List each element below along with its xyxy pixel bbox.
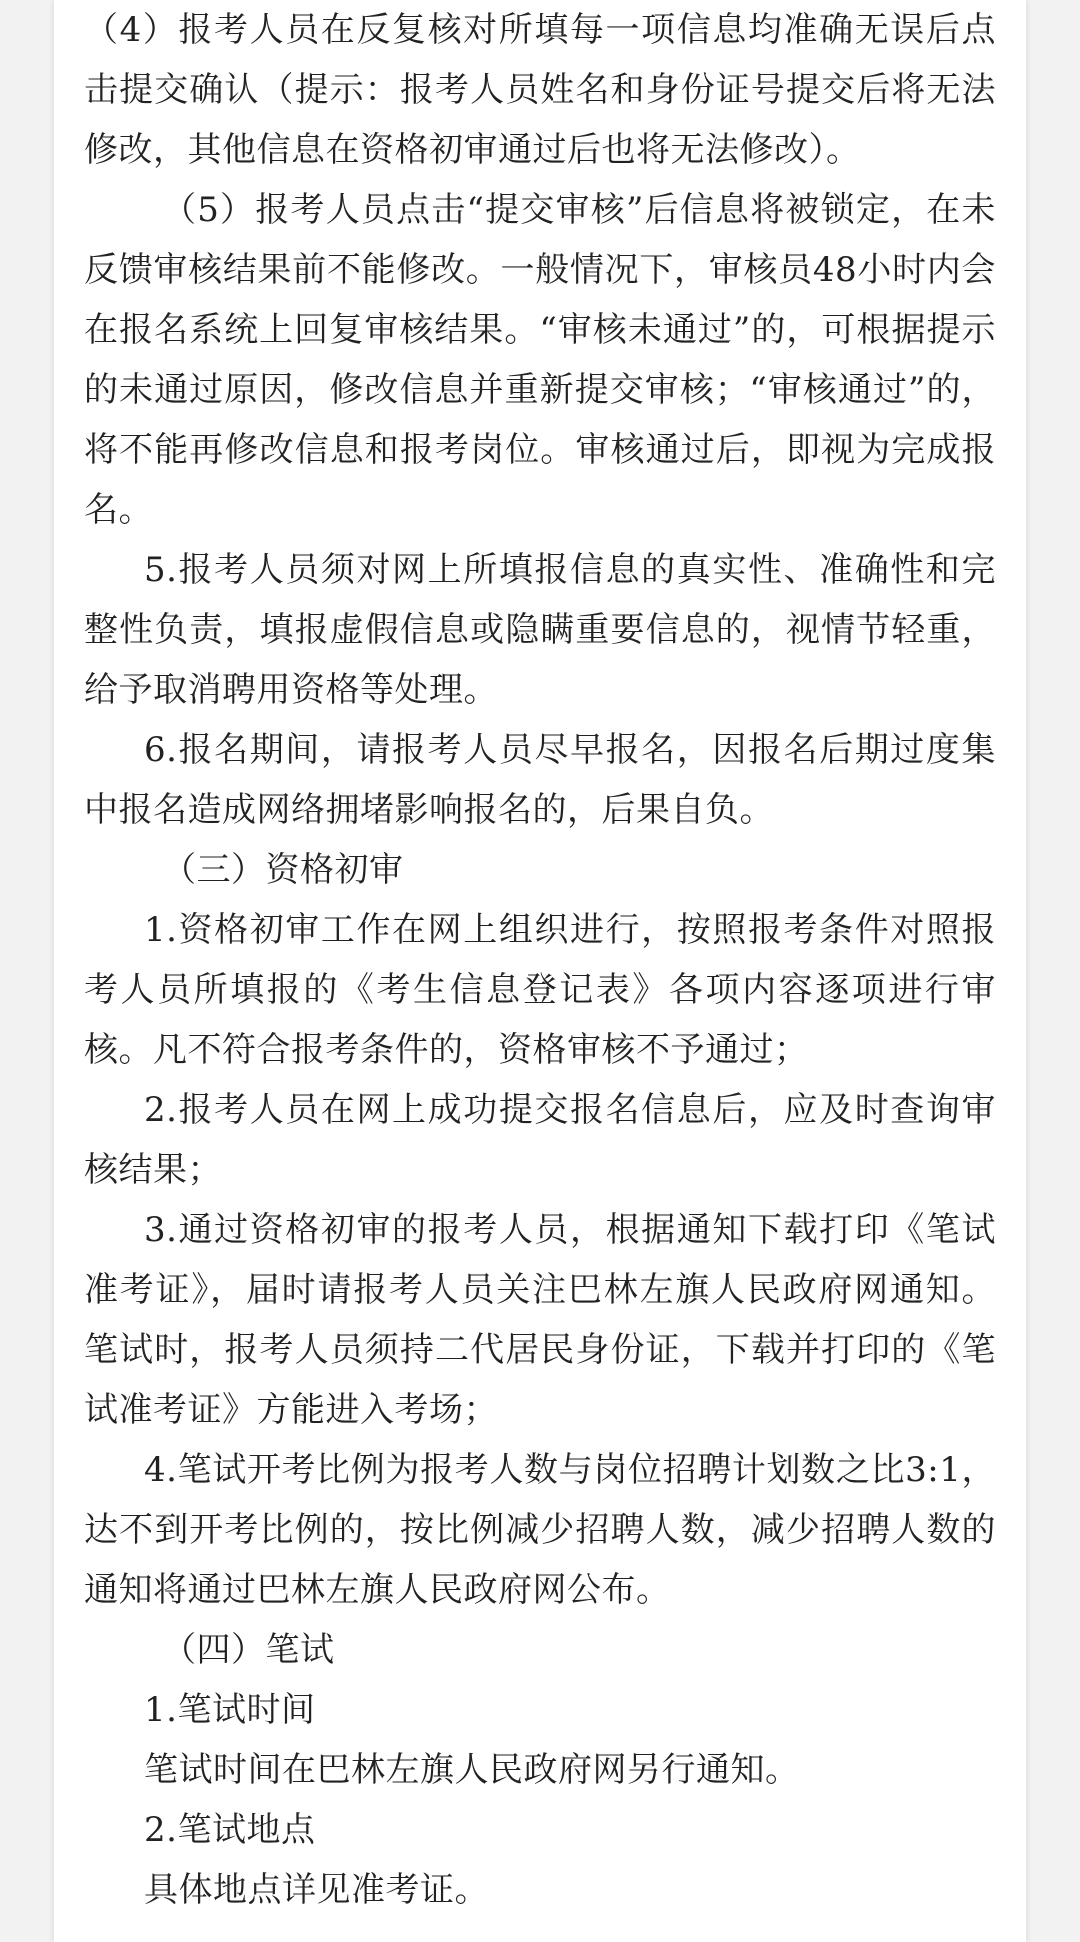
paragraph-exam-time: 笔试时间在巴林左旗人民政府网另行通知。 [144,1750,800,1790]
paragraph-5-review: （5）报考人员点击“提交审核”后信息将被锁定，在未反馈审核结果前不能修改。一般情况下，审核员48小时内会在报名系统上回复审核结果。“审核未通过”的，可根据提示的未通过原因，修改信息并重新提交审核；“审核通过”的，将不能再修改信息和报考岗位。审核通过后，即视为完成报名。 [84,190,996,530]
paragraph-qualification-2: 2.报考人员在网上成功提交报名信息后，应及时查询审核结果； [84,1090,996,1190]
paragraph-exam-location: 具体地点详见准考证。 [144,1870,489,1910]
subheading-exam-time: 1.笔试时间 [144,1690,316,1730]
section-heading-written-exam: （四）笔试 [162,1630,335,1670]
paragraph-qualification-3: 3.通过资格初审的报考人员，根据通知下载打印《笔试准考证》，届时请报考人员关注巴林左旗人民政府网通知。笔试时，报考人员须持二代居民身份证，下载并打印的《笔试准考证》方能进入考场； [84,1210,996,1430]
paragraph-qualification-4: 4.笔试开考比例为报考人数与岗位招聘计划数之比3:1，达不到开考比例的，按比例减少招聘人数，减少招聘人数的通知将通过巴林左旗人民政府网公布。 [84,1450,996,1610]
article-body [84,0,996,1920]
document-page [54,0,1026,1942]
subheading-exam-location: 2.笔试地点 [144,1810,316,1850]
paragraph-info-responsibility: 5.报考人员须对网上所填报信息的真实性、准确性和完整性负责，填报虚假信息或隐瞒重要信息的，视情节轻重，给予取消聘用资格等处理。 [84,550,996,710]
paragraph-4-confirm: （4）报考人员在反复核对所填每一项信息均准确无误后点击提交确认（提示：报考人员姓名和身份证号提交后将无法修改，其他信息在资格初审通过后也将无法修改）。 [84,10,996,170]
paragraph-registration-period: 6.报名期间，请报考人员尽早报名，因报名后期过度集中报名造成网络拥堵影响报名的，后果自负。 [84,730,996,830]
section-heading-qualification: （三）资格初审 [162,850,404,890]
paragraph-qualification-1: 1.资格初审工作在网上组织进行，按照报考条件对照报考人员所填报的《考生信息登记表》各项内容逐项进行审核。凡不符合报考条件的，资格审核不予通过； [84,910,996,1070]
